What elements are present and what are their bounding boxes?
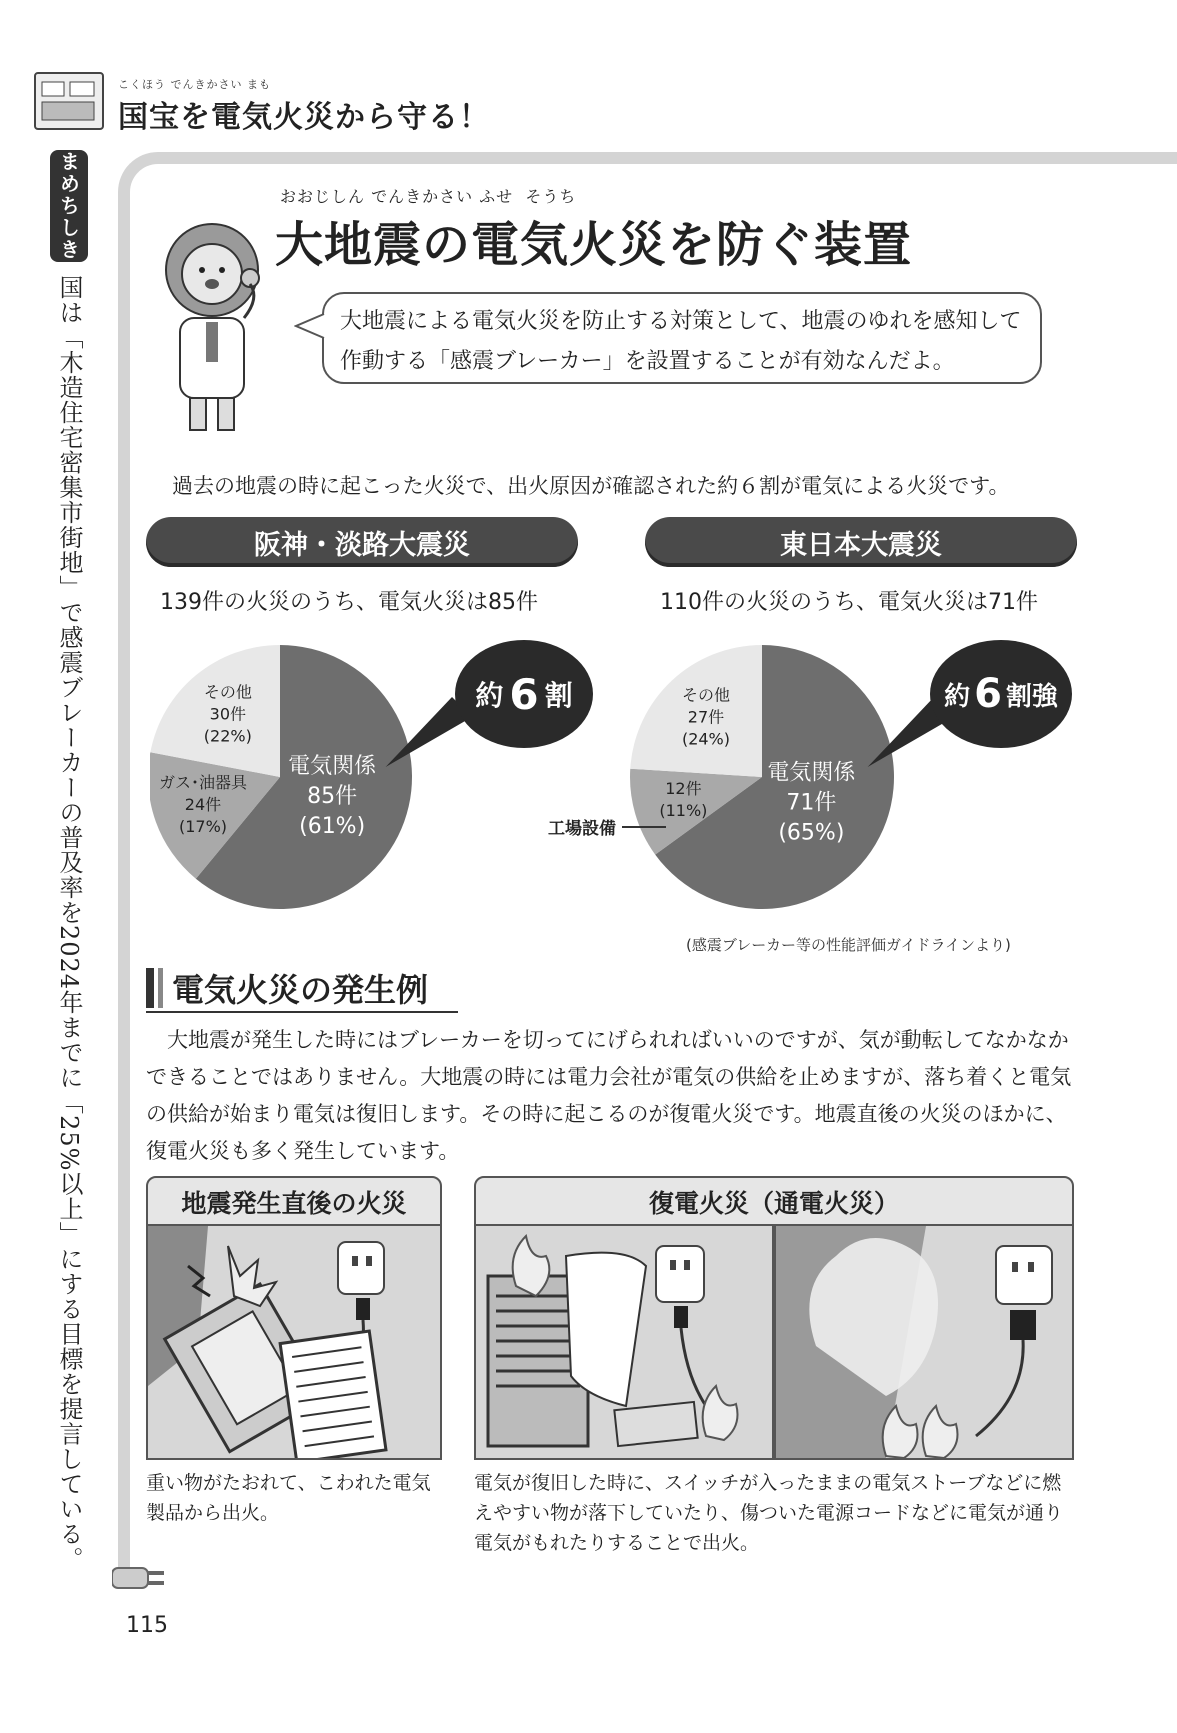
section-bar bbox=[146, 968, 154, 1008]
speech-bubble-text: 大地震による電気火災を防止する対策として、地震のゆれを感知して作動する「感震ブレーカー」を設置することが有効なんだよ。 bbox=[340, 309, 1022, 374]
chart1-slice-1-label: 24件 bbox=[184, 795, 222, 815]
speech-bubble bbox=[322, 292, 1042, 384]
intro-text: 過去の地震の時に起こった火災で、出火原因が確認された約６割が電気による火災です。 bbox=[172, 474, 1010, 498]
header-title: 国宝を電気火災から守る！ bbox=[118, 100, 490, 135]
chart1-slice-1-label: (17%) bbox=[178, 817, 228, 837]
chart1-callout-prefix: 約 bbox=[475, 679, 504, 712]
main-title: 大地震の電気火災を防ぐ装置 bbox=[275, 217, 913, 273]
chart1-callout-suffix: 割 bbox=[544, 679, 573, 712]
chart2-pie bbox=[600, 622, 960, 932]
chart2-slice-2-label: (24%) bbox=[681, 729, 731, 749]
left-panel-caption: 重い物がたおれて、こわれた電気製品から出火。 bbox=[146, 1472, 431, 1524]
chart1-slice-0-label: (61%) bbox=[299, 814, 366, 840]
chart2-slice-0-label: 71件 bbox=[786, 790, 837, 816]
chart1-pie bbox=[150, 622, 480, 932]
lion-mascot-illustration bbox=[150, 218, 290, 443]
section-title: 電気火災の発生例 bbox=[172, 971, 429, 1009]
chart1-slice-1-label: ガス･油器具 bbox=[158, 773, 248, 793]
chart2-slice-1-label: 12件 bbox=[665, 779, 702, 799]
chart2-slice-2-label: その他 bbox=[681, 685, 730, 705]
chart2-slice-1-label: (11%) bbox=[659, 801, 708, 821]
chart1-slice-0-label: 85件 bbox=[307, 784, 358, 810]
chart1-slice-2-label: 30件 bbox=[209, 704, 247, 724]
chart1-callout bbox=[455, 640, 593, 748]
section-underline bbox=[146, 1011, 458, 1013]
speech-bubble-tail bbox=[294, 312, 326, 340]
chart1-slice-2-label: その他 bbox=[203, 682, 252, 702]
chart1-slice-2-label: (22%) bbox=[203, 726, 252, 746]
chart2-external-label: 工場設備 bbox=[548, 819, 616, 839]
chart1-callout-number: 6 bbox=[509, 669, 539, 719]
section-bar-light bbox=[158, 968, 163, 1008]
main-title-ruby: おおじしん でんきかさい ふせ そうち bbox=[280, 187, 577, 206]
right-panel-illustration-b bbox=[774, 1224, 1074, 1460]
chart1-title: 阪神・淡路大震災 bbox=[146, 517, 578, 567]
chart2-callout bbox=[930, 640, 1072, 748]
right-panel-caption: 電気が復旧した時に、スイッチが入ったままの電気ストーブなどに燃えやすい物が落下していたり、傷ついた電源コードなどに電気が通り電気がもれたりすることで出火。 bbox=[474, 1472, 1064, 1554]
section-paragraph: 大地震が発生した時にはブレーカーを切ってにげられればいいのですが、気が動転してなかなかできることではありません。大地震の時には電力会社が電気の供給を止めますが、落ち着くと電気の供給が始まり電気は復旧します。その時に起こるのが復電火災です。地震直後の火災のほかに、復電火災も多く発生しています。 bbox=[146, 1028, 1072, 1163]
chart1-subtitle: 139件の火災のうち、電気火災は85件 bbox=[160, 590, 538, 615]
chart2-slice-0-label: (65%) bbox=[778, 820, 845, 846]
plug-decoration bbox=[112, 1560, 172, 1596]
chart2-subtitle: 110件の火災のうち、電気火災は71件 bbox=[660, 590, 1038, 615]
chart1-slice-0-label: 電気関係 bbox=[288, 754, 377, 780]
chart2-external-label-line bbox=[622, 826, 666, 828]
left-panel-title: 地震発生直後の火災 bbox=[146, 1176, 442, 1228]
chart2-callout-number: 6 bbox=[974, 671, 1002, 717]
right-panel-title: 復電火災（通電火災） bbox=[474, 1176, 1074, 1228]
header-icon bbox=[34, 72, 104, 130]
side-text: 国は「木造住宅密集市街地」で感震ブレーカーの普及率を2024年までに「25%以上」にする目標を提言している。 bbox=[55, 275, 83, 1572]
chart2-title: 東日本大震災 bbox=[645, 517, 1077, 567]
chart2-slice-2-label: 27件 bbox=[687, 707, 725, 727]
left-panel-illustration bbox=[146, 1224, 442, 1460]
source-note: (感震ブレーカー等の性能評価ガイドラインより) bbox=[686, 936, 1011, 954]
header-ruby: こくほう でんきかさい まも bbox=[118, 78, 271, 91]
page-number: 115 bbox=[126, 1613, 168, 1638]
chart2-slice-0-label: 電気関係 bbox=[767, 760, 856, 786]
right-panel-illustration-a bbox=[474, 1224, 774, 1460]
chart2-callout-suffix: 割強 bbox=[1005, 681, 1058, 712]
side-label: まめちしき bbox=[50, 150, 88, 262]
chart2-callout-prefix: 約 bbox=[944, 681, 971, 712]
